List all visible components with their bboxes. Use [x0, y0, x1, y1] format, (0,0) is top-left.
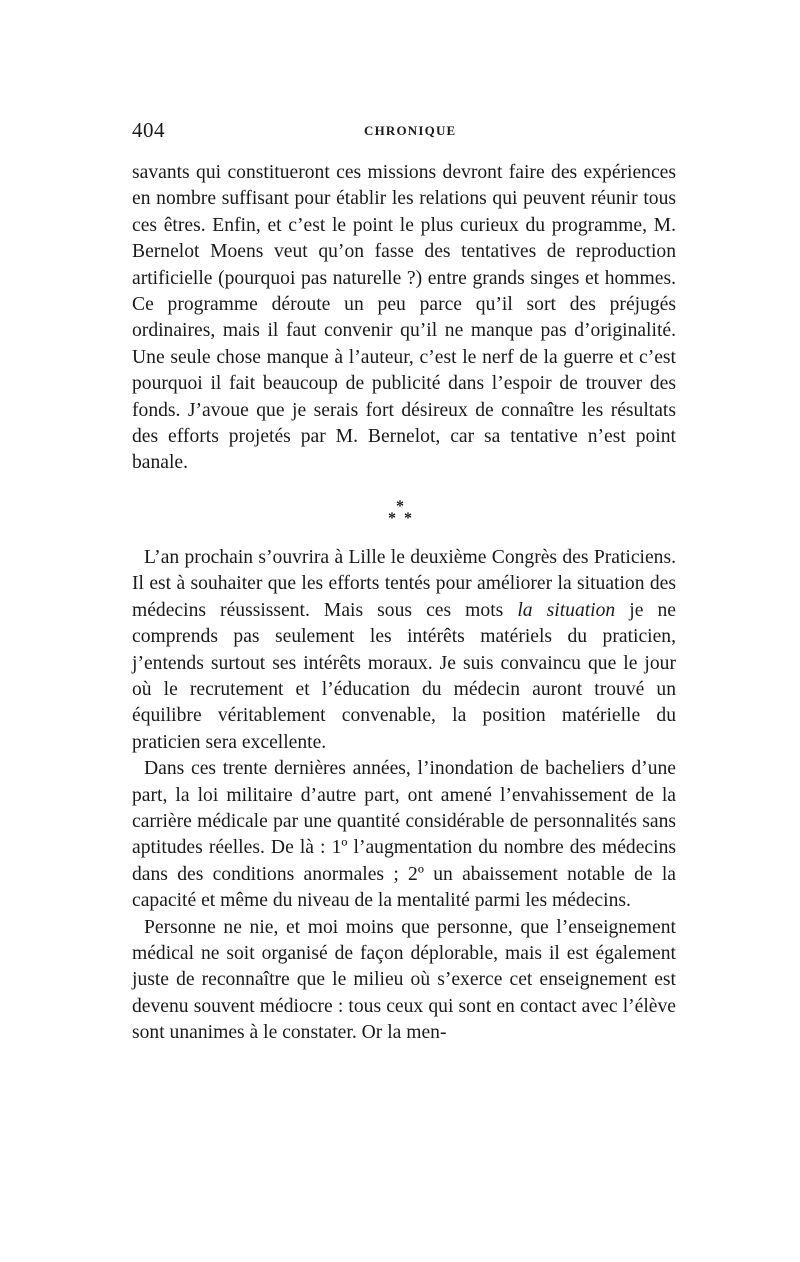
asterism-star: *: [404, 509, 412, 527]
section-separator-asterism: [132, 483, 676, 541]
italic-phrase: la situation: [517, 599, 616, 621]
paragraph-congres-praticiens: [132, 545, 676, 756]
book-page: [132, 118, 676, 1047]
paragraph-text: je ne comprends pas seulement les intérêts matériels du praticien, j’entends surtout ses intérêts moraux. Je suis convaincu que le jour où le recrutement et l’éducation du médecin auront trouvé un équilibre véritablement convenable, la position matérielle du praticien sera excellente.: [132, 599, 676, 753]
paragraph-enseignement: Personne ne nie, et moi moins que personne, que l’enseignement médical ne soit organisé de façon déplorable, mais il est également juste de reconnaître que le milieu où s’exerce cet enseignement est devenu souvent médiocre : tous ceux qui sont en contact avec l’élève sont unanimes à le constater. Or la men-: [132, 916, 676, 1044]
paragraph-trente-annees: Dans ces trente dernières années, l’inondation de bacheliers d’une part, la loi militaire d’autre part, ont amené l’envahissement de la carrière médicale par une quantité considérable de personnalités sans aptitudes réelles. De là : 1º l’augmentation du nombre des médecins dans des conditions anormales ; 2º un abaissement notable de la capacité et même du niveau de la mentalité parmi les médecins.: [132, 758, 676, 912]
asterism-star: *: [396, 497, 404, 515]
page-header: [132, 118, 676, 148]
asterism-star: *: [388, 509, 396, 527]
paragraph-savants: savants qui constitueront ces missions devront faire des expériences en nombre suffisant pour établir les relations qui peuvent réunir tous ces êtres. Enfin, et c’est le point le plus curieux du programme, M. Bernelot Moens veut qu’on fasse des tentatives de reproduction artificielle (pourquoi pas naturelle ?) entre grands singes et hommes. Ce programme déroute un peu parce qu’il sort des préjugés ordinaires, mais il faut convenir qu’il ne manque pas d’originalité. Une seule chose manque à l’auteur, c’est le nerf de la guerre et c’est pourquoi il fait beaucoup de publicité dans l’espoir de trouver des fonds. J’avoue que je serais fort désireux de connaître les résultats des efforts projetés par M. Bernelot, car sa tentative n’est point banale.: [132, 162, 676, 474]
running-head: CHRONIQUE: [364, 123, 457, 138]
paragraph-text: L’an prochain s’ouvrira à Lille le deuxième Congrès des Praticiens. Il est à souhaiter que les efforts tentés pour améliorer la situation des médecins réussissent. Mais sous ces mots: [132, 546, 676, 621]
page-number: 404: [132, 118, 165, 142]
